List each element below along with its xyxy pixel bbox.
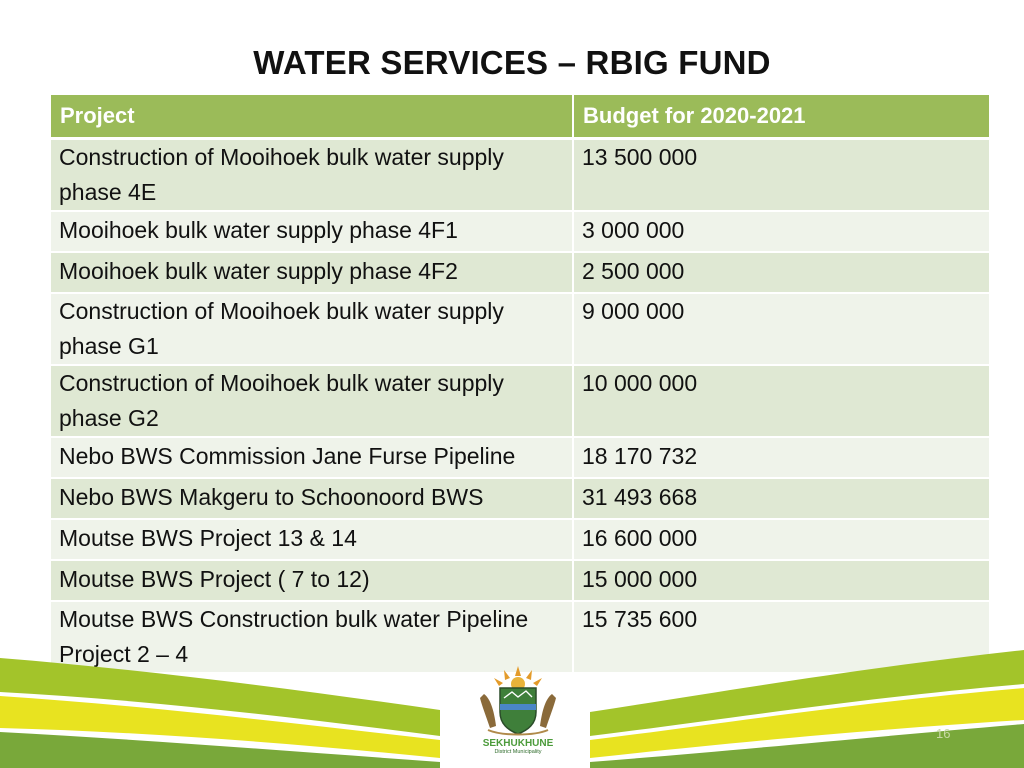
budget-cell: 13 500 000 <box>573 139 990 212</box>
budget-cell: 2 500 000 <box>573 252 990 293</box>
budget-cell: 16 600 000 <box>573 519 990 560</box>
column-header-budget: Budget for 2020-2021 <box>573 95 990 139</box>
table-header-row <box>51 95 990 139</box>
column-header-project: Project <box>51 95 573 139</box>
project-cell: Construction of Mooihoek bulk water supply phase G1 <box>51 293 573 365</box>
table-row <box>51 365 990 437</box>
budget-cell: 9 000 000 <box>573 293 990 365</box>
budget-cell: 10 000 000 <box>573 365 990 437</box>
table-row <box>51 560 990 601</box>
project-cell: Moutse BWS Project ( 7 to 12) <box>51 560 573 601</box>
table-row <box>51 211 990 252</box>
budget-cell: 15 000 000 <box>573 560 990 601</box>
project-cell: Moutse BWS Construction bulk water Pipeline Project 2 – 4 <box>51 601 573 673</box>
table-row <box>51 478 990 519</box>
svg-text:SEKHUKHUNE: SEKHUKHUNE <box>482 738 554 749</box>
budget-table <box>51 95 991 674</box>
project-cell: Construction of Mooihoek bulk water supply phase 4E <box>51 139 573 212</box>
project-cell: Construction of Mooihoek bulk water supply phase G2 <box>51 365 573 437</box>
table-row <box>51 519 990 560</box>
sekhukhune-logo <box>470 664 566 754</box>
table-row <box>51 252 990 293</box>
budget-cell: 31 493 668 <box>573 478 990 519</box>
svg-text:District Municipality: District Municipality <box>494 749 542 754</box>
budget-cell: 18 170 732 <box>573 437 990 478</box>
logo-wordmark-art <box>483 738 554 754</box>
project-cell: Mooihoek bulk water supply phase 4F1 <box>51 211 573 252</box>
project-cell: Moutse BWS Project 13 & 14 <box>51 519 573 560</box>
left-supporter-icon <box>480 694 496 728</box>
right-supporter-icon <box>540 694 556 728</box>
project-cell: Nebo BWS Commission Jane Furse Pipeline <box>51 437 573 478</box>
budget-cell: 3 000 000 <box>573 211 990 252</box>
budget-cell: 15 735 600 <box>573 601 990 673</box>
table-row <box>51 293 990 365</box>
table-row <box>51 139 990 212</box>
table-row <box>51 437 990 478</box>
project-cell: Nebo BWS Makgeru to Schoonoord BWS <box>51 478 573 519</box>
slide-title: WATER SERVICES – RBIG FUND <box>253 44 771 81</box>
page-number: 16 <box>936 726 951 741</box>
project-cell: Mooihoek bulk water supply phase 4F2 <box>51 252 573 293</box>
